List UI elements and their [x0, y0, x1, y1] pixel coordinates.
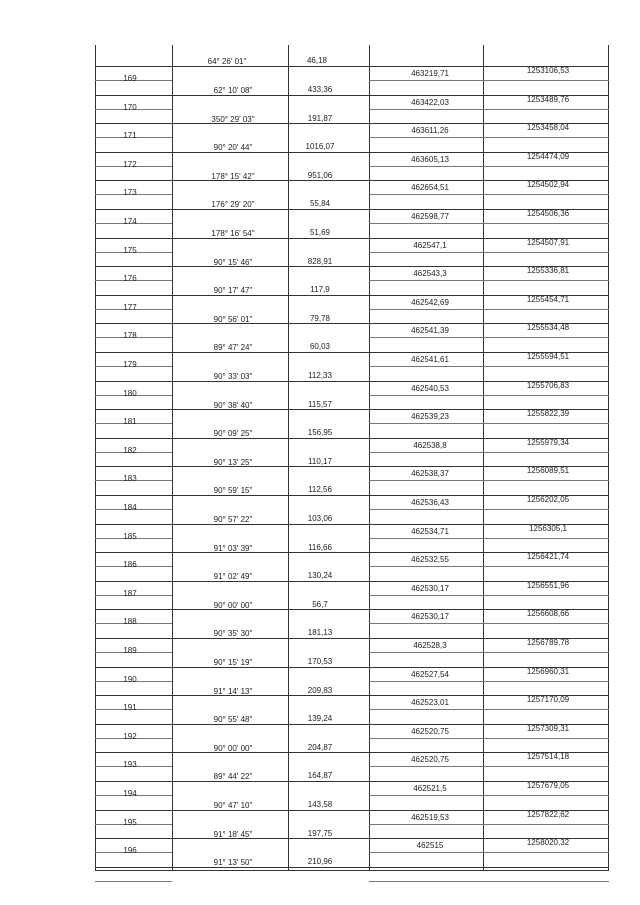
y-coordinate: 1258020,32	[526, 838, 570, 847]
direction-angle: 90° 35' 30"	[213, 629, 253, 638]
segment-length: 103,06	[307, 514, 333, 523]
x-coordinate: 462538,37	[411, 469, 449, 478]
direction-angle: 90° 00' 00"	[213, 601, 253, 610]
row-subrule	[369, 766, 609, 767]
point-number: 171	[123, 131, 137, 140]
direction-angle: 90° 17' 47"	[213, 286, 253, 295]
x-coordinate: 462523,01	[411, 698, 449, 707]
x-coordinate: 462530,17	[411, 612, 449, 621]
x-coordinate: 462547,1	[413, 241, 447, 250]
row-rule	[95, 867, 609, 868]
row-subrule	[369, 709, 609, 710]
point-number: 184	[123, 503, 137, 512]
y-coordinate: 1254474,09	[526, 152, 570, 161]
direction-angle: 90° 15' 19"	[213, 658, 253, 667]
direction-angle: 178° 16' 54"	[211, 229, 255, 238]
x-coordinate: 462515	[416, 841, 444, 850]
x-coordinate: 462527,54	[411, 670, 449, 679]
x-coordinate: 462541,39	[411, 326, 449, 335]
row-subrule	[369, 480, 609, 481]
x-coordinate: 463605,13	[411, 155, 449, 164]
row-subrule	[369, 80, 609, 81]
point-number: 185	[123, 532, 137, 541]
x-coordinate: 463611,26	[411, 126, 449, 135]
point-number: 176	[123, 274, 137, 283]
x-coordinate: 462534,71	[411, 527, 449, 536]
x-coordinate: 462530,17	[411, 584, 449, 593]
y-coordinate: 1253489,76	[526, 95, 570, 104]
segment-length: 56,7	[312, 600, 328, 609]
segment-length: 112,33	[308, 371, 332, 380]
header-angle: 64° 26' 01"	[207, 57, 247, 66]
y-coordinate: 1257822,62	[526, 810, 570, 819]
x-coordinate: 462519,53	[411, 813, 449, 822]
segment-length: 210,96	[307, 857, 333, 866]
segment-length: 143,58	[307, 800, 333, 809]
point-number: 196	[123, 846, 137, 855]
segment-length: 828,91	[307, 257, 333, 266]
column-rule	[95, 45, 96, 870]
direction-angle: 176° 29' 20"	[211, 200, 255, 209]
x-coordinate: 462543,3	[413, 269, 447, 278]
y-coordinate: 1255822,39	[526, 409, 570, 418]
y-coordinate: 1256789,78	[526, 638, 570, 647]
y-coordinate: 1253458,04	[526, 123, 570, 132]
x-coordinate: 462532,55	[411, 555, 449, 564]
y-coordinate: 1255594,51	[526, 352, 570, 361]
y-coordinate: 1256089,51	[526, 466, 570, 475]
point-number: 172	[123, 160, 137, 169]
row-subrule	[369, 681, 609, 682]
y-coordinate: 1257309,31	[526, 724, 570, 733]
row-subrule	[369, 652, 609, 653]
segment-length: 181,13	[307, 628, 333, 637]
segment-length: 79,78	[309, 314, 331, 323]
row-subrule	[369, 881, 609, 882]
x-coordinate: 462542,69	[411, 298, 449, 307]
segment-length: 116,66	[308, 543, 332, 552]
segment-length: 191,87	[307, 114, 333, 123]
direction-angle: 91° 14' 13"	[213, 687, 253, 696]
direction-angle: 90° 59' 15"	[213, 486, 253, 495]
column-rule	[172, 45, 173, 870]
row-subrule	[369, 223, 609, 224]
x-coordinate: 462520,75	[411, 755, 449, 764]
segment-length: 51,69	[309, 228, 331, 237]
y-coordinate: 1254502,94	[526, 180, 570, 189]
row-subrule	[369, 623, 609, 624]
point-number: 189	[123, 646, 137, 655]
point-number: 170	[123, 103, 137, 112]
x-coordinate: 462598,77	[411, 212, 449, 221]
point-number: 183	[123, 474, 137, 483]
point-number: 191	[123, 703, 137, 712]
row-subrule	[369, 280, 609, 281]
row-subrule	[369, 109, 609, 110]
direction-angle: 90° 57' 22"	[213, 515, 253, 524]
direction-angle: 89° 47' 24"	[213, 343, 253, 352]
y-coordinate: 1255454,71	[526, 295, 570, 304]
point-number: 193	[123, 760, 137, 769]
y-coordinate: 1256202,05	[526, 495, 570, 504]
y-coordinate: 1254506,36	[526, 209, 570, 218]
direction-angle: 90° 20' 44"	[213, 143, 253, 152]
direction-angle: 91° 03' 39"	[213, 544, 253, 553]
table-bottom-rule	[95, 870, 609, 871]
row-subrule	[369, 595, 609, 596]
direction-angle: 350° 29' 03"	[211, 115, 255, 124]
segment-length: 110,17	[308, 457, 332, 466]
point-number: 178	[123, 331, 137, 340]
x-coordinate: 462538,8	[413, 441, 447, 450]
point-number: 177	[123, 303, 137, 312]
row-subrule	[369, 309, 609, 310]
segment-length: 164,87	[307, 771, 333, 780]
row-subrule	[369, 509, 609, 510]
row-subrule	[369, 452, 609, 453]
point-number: 169	[123, 74, 137, 83]
x-coordinate: 462521,5	[413, 784, 447, 793]
segment-length: 204,87	[307, 743, 333, 752]
segment-length: 433,36	[307, 85, 333, 94]
row-subrule	[369, 252, 609, 253]
row-subrule	[369, 538, 609, 539]
direction-angle: 91° 02' 49"	[213, 572, 253, 581]
direction-angle: 62° 10' 08"	[213, 86, 253, 95]
row-subrule	[369, 795, 609, 796]
column-rule	[369, 45, 370, 870]
y-coordinate: 1257170,09	[526, 695, 570, 704]
row-subrule	[369, 852, 609, 853]
direction-angle: 91° 18' 45"	[213, 830, 253, 839]
direction-angle: 90° 33' 03"	[213, 372, 253, 381]
y-coordinate: 1255706,83	[526, 381, 570, 390]
segment-length: 197,75	[307, 829, 333, 838]
column-rule	[608, 45, 609, 870]
row-subrule	[95, 881, 172, 882]
direction-angle: 90° 38' 40"	[213, 401, 253, 410]
row-subrule	[369, 423, 609, 424]
row-subrule	[369, 824, 609, 825]
segment-length: 117,9	[310, 285, 330, 294]
y-coordinate: 1256960,31	[526, 667, 570, 676]
row-subrule	[369, 395, 609, 396]
segment-length: 951,06	[307, 171, 333, 180]
point-number: 182	[123, 446, 137, 455]
x-coordinate: 462536,43	[411, 498, 449, 507]
point-number: 174	[123, 217, 137, 226]
point-number: 186	[123, 560, 137, 569]
segment-length: 1016,07	[305, 142, 335, 151]
x-coordinate: 463219,71	[411, 69, 449, 78]
x-coordinate: 463422,03	[411, 98, 449, 107]
y-coordinate: 1255534,48	[526, 323, 570, 332]
row-subrule	[369, 337, 609, 338]
row-subrule	[369, 137, 609, 138]
x-coordinate: 462654,51	[411, 183, 449, 192]
header-distance: 46,18	[306, 56, 328, 65]
y-coordinate: 1253106,53	[526, 66, 570, 75]
row-subrule	[369, 738, 609, 739]
point-number: 188	[123, 617, 137, 626]
segment-length: 139,24	[307, 714, 333, 723]
point-number: 192	[123, 732, 137, 741]
direction-angle: 90° 56' 01"	[213, 315, 253, 324]
segment-length: 55,84	[309, 199, 331, 208]
y-coordinate: 1257514,18	[526, 752, 570, 761]
point-number: 173	[123, 188, 137, 197]
point-number: 180	[123, 389, 137, 398]
row-subrule	[369, 194, 609, 195]
row-subrule	[369, 566, 609, 567]
direction-angle: 90° 47' 10"	[213, 801, 253, 810]
segment-length: 209,83	[307, 686, 333, 695]
segment-length: 112,56	[308, 485, 332, 494]
row-subrule	[369, 366, 609, 367]
direction-angle: 90° 15' 46"	[213, 258, 253, 267]
y-coordinate: 1255979,34	[526, 438, 570, 447]
column-rule	[483, 45, 484, 870]
direction-angle: 90° 00' 00"	[213, 744, 253, 753]
y-coordinate: 1257679,05	[526, 781, 570, 790]
segment-length: 156,95	[307, 428, 333, 437]
segment-length: 60,03	[309, 342, 331, 351]
direction-angle: 90° 55' 48"	[213, 715, 253, 724]
x-coordinate: 462528,3	[413, 641, 447, 650]
row-subrule	[369, 166, 609, 167]
direction-angle: 91° 13' 50"	[213, 858, 253, 867]
point-number: 175	[123, 246, 137, 255]
x-coordinate: 462541,61	[411, 355, 449, 364]
y-coordinate: 1255336,81	[526, 266, 570, 275]
direction-angle: 90° 09' 25"	[213, 429, 253, 438]
point-number: 187	[123, 589, 137, 598]
y-coordinate: 1254507,91	[526, 238, 570, 247]
y-coordinate: 1256421,74	[526, 552, 570, 561]
direction-angle: 90° 13' 25"	[213, 458, 253, 467]
segment-length: 130,24	[307, 571, 333, 580]
point-number: 179	[123, 360, 137, 369]
point-number: 194	[123, 789, 137, 798]
point-number: 181	[123, 417, 137, 426]
x-coordinate: 462520,75	[411, 727, 449, 736]
direction-angle: 89° 44' 22"	[213, 772, 253, 781]
x-coordinate: 462539,23	[411, 412, 449, 421]
y-coordinate: 1256608,66	[526, 609, 570, 618]
x-coordinate: 462540,53	[411, 384, 449, 393]
y-coordinate: 1256551,96	[526, 581, 570, 590]
direction-angle: 178° 15' 42"	[211, 172, 255, 181]
point-number: 195	[123, 818, 137, 827]
y-coordinate: 1256305,1	[529, 524, 567, 533]
point-number: 190	[123, 675, 137, 684]
segment-length: 170,53	[307, 657, 333, 666]
segment-length: 115,57	[308, 400, 332, 409]
